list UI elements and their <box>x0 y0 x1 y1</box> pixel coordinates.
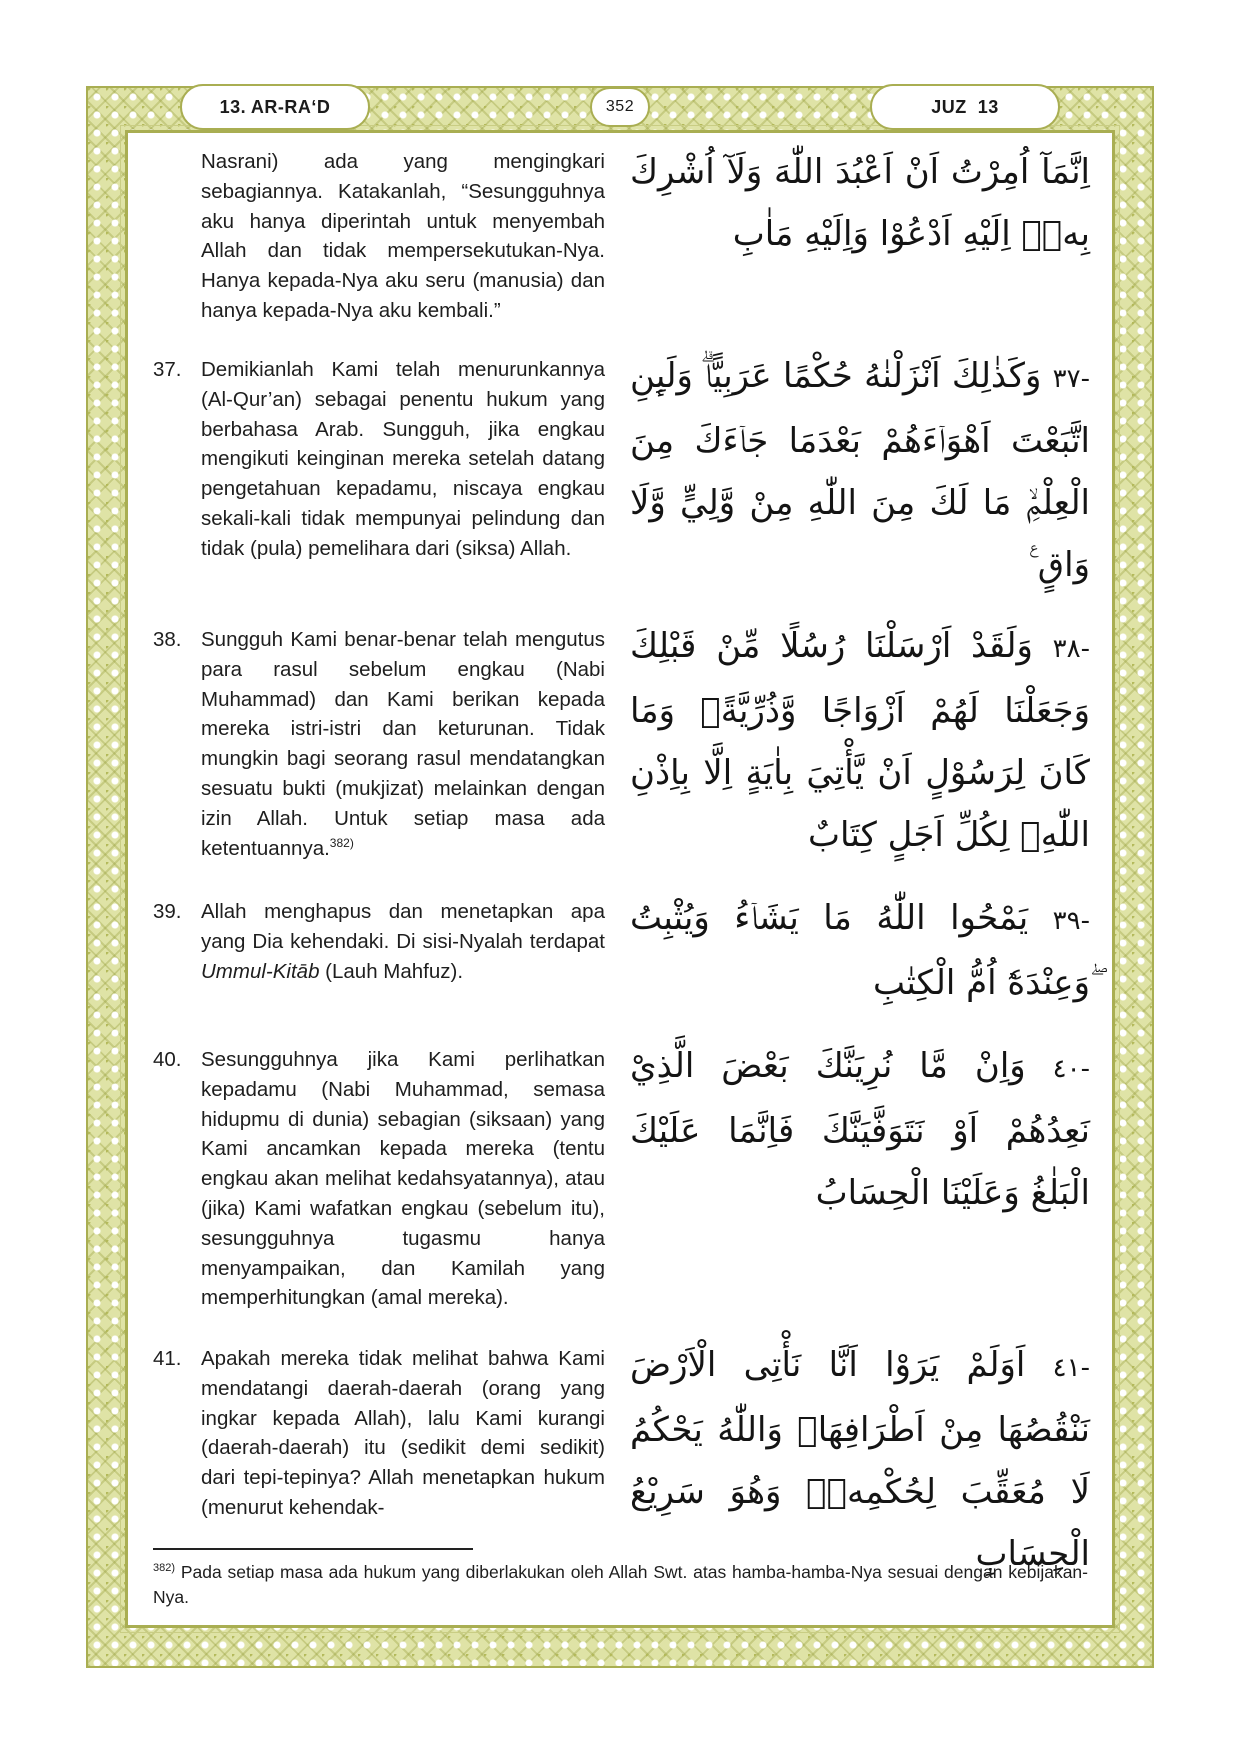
verse-translation: Nasrani) ada yang mengingkari sebagiannya. Katakanlah, “Sesungguhnya aku hanya diperintah untuk menyembah Allah dan tidak mempersekutukan-Nya. Hanya kepada-Nya aku seru (manusia) dan hanya kepada-Nya aku kembali.” <box>201 150 605 322</box>
verse-translation <box>201 897 605 986</box>
verse-number: 39. <box>153 900 182 923</box>
verse-arabic <box>630 887 1090 1014</box>
footnote <box>153 1556 1088 1610</box>
verse-translation: Sesungguhnya jika Kami perlihatkan kepadamu (Nabi Muhammad, semasa hidupmu di dunia) sebagian (siksaan) yang Kami ancamkan kepada mereka (tentu engkau akan melihat kedahsyatannya), atau (jika) Kami wafatkan engkau (sebelum itu), sesungguhnya tugasmu hanya menyampaikan, dan Kamilah yang memperhitungkan (amal mereka). <box>201 1048 605 1310</box>
translation-emphasis: Ummul-Kitāb <box>201 959 320 983</box>
arabic-text: وَكَذٰلِكَ اَنْزَلْنٰهُ حُكْمًا عَرَبِيًّاۗ وَلَىِٕنِ اتَّبَعْتَ اَهْوَاۤءَهُمْ بَعْدَمَا جَاۤءَكَ مِنَ الْعِلْمِۙ مَا لَكَ مِنَ اللّٰهِ مِنْ وَّلِيٍّ وَّلَا وَاقٍ ࣖ <box>630 356 1090 585</box>
page-number: 352 <box>605 98 635 115</box>
page-number-tab <box>590 87 650 127</box>
ayah-number-marker: -٤١ <box>1052 1353 1090 1383</box>
ayah-number-marker: -٤٠ <box>1052 1054 1090 1084</box>
arabic-text: اَوَلَمْ يَرَوْا اَنَّا نَأْتِى الْاَرْضَ نَنْقُصُهَا مِنْ اَطْرَافِهَاۗ وَاللّٰهُ يَحْكُمُ لَا مُعَقِّبَ لِحُكْمِهٖۗ وَهُوَ سَرِيْعُ الْحِسَابِ <box>630 1345 1090 1574</box>
juz-tab <box>870 84 1060 130</box>
footnote-divider <box>153 1548 473 1550</box>
verse-translation <box>201 625 605 863</box>
juz-label: JUZ 13 <box>931 96 999 117</box>
verse-translation: Demikianlah Kami telah menurunkannya (Al-Qur’an) sebagai penentu hukum yang berbahasa Arab. Sungguh, jika engkau mengikuti keinginan mereka setelah datang pengetahuan kepadamu, niscaya engkau sekali-kali tidak mempunyai pelindung dan tidak (pula) pemelihara dari (siksa) Allah. <box>201 358 605 560</box>
arabic-text: اِنَّمَآ اُمِرْتُ اَنْ اَعْبُدَ اللّٰهَ وَلَآ اُشْرِكَ بِهٖۗ اِلَيْهِ اَدْعُوْا وَاِلَيْهِ مَاٰبِ <box>630 152 1090 254</box>
ayah-number-marker: -٣٩ <box>1052 906 1090 936</box>
translation-text-start: Allah menghapus dan menetapkan apa yang Dia kehendaki. Di sisi-Nyalah terdapat <box>201 900 605 953</box>
verse-arabic <box>630 615 1090 866</box>
ayah-number-marker: -٣٧ <box>1052 364 1090 394</box>
verse-number: 41. <box>153 1347 182 1370</box>
footnote-reference: 382) <box>329 835 354 850</box>
verse-arabic <box>630 141 1090 265</box>
arabic-text: يَمْحُوا اللّٰهُ مَا يَشَاۤءُ وَيُثْبِتُ ۖوَعِنْدَهٗٓ اُمُّ الْكِتٰبِ <box>630 898 1090 1003</box>
verse-arabic <box>630 1035 1090 1224</box>
footnote-marker: 382) <box>153 1562 176 1574</box>
translation-text-end: (Lauh Mahfuz). <box>319 959 464 983</box>
verse-number: 40. <box>153 1048 182 1071</box>
arabic-text: وَلَقَدْ اَرْسَلْنَا رُسُلًا مِّنْ قَبْلِكَ وَجَعَلْنَا لَهُمْ اَزْوَاجًا وَّذُرِّيَّةًۗ وَمَا كَانَ لِرَسُوْلٍ اَنْ يَّأْتِيَ بِاٰيَةٍ اِلَّا بِاِذْنِ اللّٰهِۗ لِكُلِّ اَجَلٍ كِتَابٌ <box>630 626 1090 855</box>
translation-text: Sungguh Kami benar-benar telah mengutus para rasul sebelum engkau (Nabi Muhammad) dan Kami berikan kepada mereka istri-istri dan keturunan. Tidak mungkin bagi seorang rasul mendatangkan sesuatu bukti (mukjizat) melainkan dengan izin Allah. Untuk setiap masa ada ketentuannya. <box>201 628 605 860</box>
arabic-text: وَاِنْ مَّا نُرِيَنَّكَ بَعْضَ الَّذِيْ نَعِدُهُمْ اَوْ نَتَوَفَّيَنَّكَ فَاِنَّمَا عَلَيْكَ الْبَلٰغُ وَعَلَيْنَا الْحِسَابُ <box>630 1046 1090 1213</box>
verse-arabic <box>630 1334 1090 1585</box>
verse-translation: Apakah mereka tidak melihat bahwa Kami mendatangi daerah-daerah (orang yang ingkar kepada Allah), lalu Kami kurangi (daerah-daerah) itu (sedikit demi sedikit) dari tepi-tepinya? Allah menetapkan hukum (menurut kehendak- <box>201 1347 605 1519</box>
footnote-text: Pada setiap masa ada hukum yang diberlakukan oleh Allah Swt. atas hamba-hamba-Nya sesuai dengan kebijakan-Nya. <box>153 1561 1088 1607</box>
verse-number: 38. <box>153 628 182 651</box>
surah-name-tab <box>180 84 370 130</box>
ayah-number-marker: -٣٨ <box>1052 634 1090 664</box>
verse-number: 37. <box>153 358 182 381</box>
surah-name: 13. AR-RA‘D <box>219 96 331 117</box>
verse-arabic <box>630 345 1090 596</box>
